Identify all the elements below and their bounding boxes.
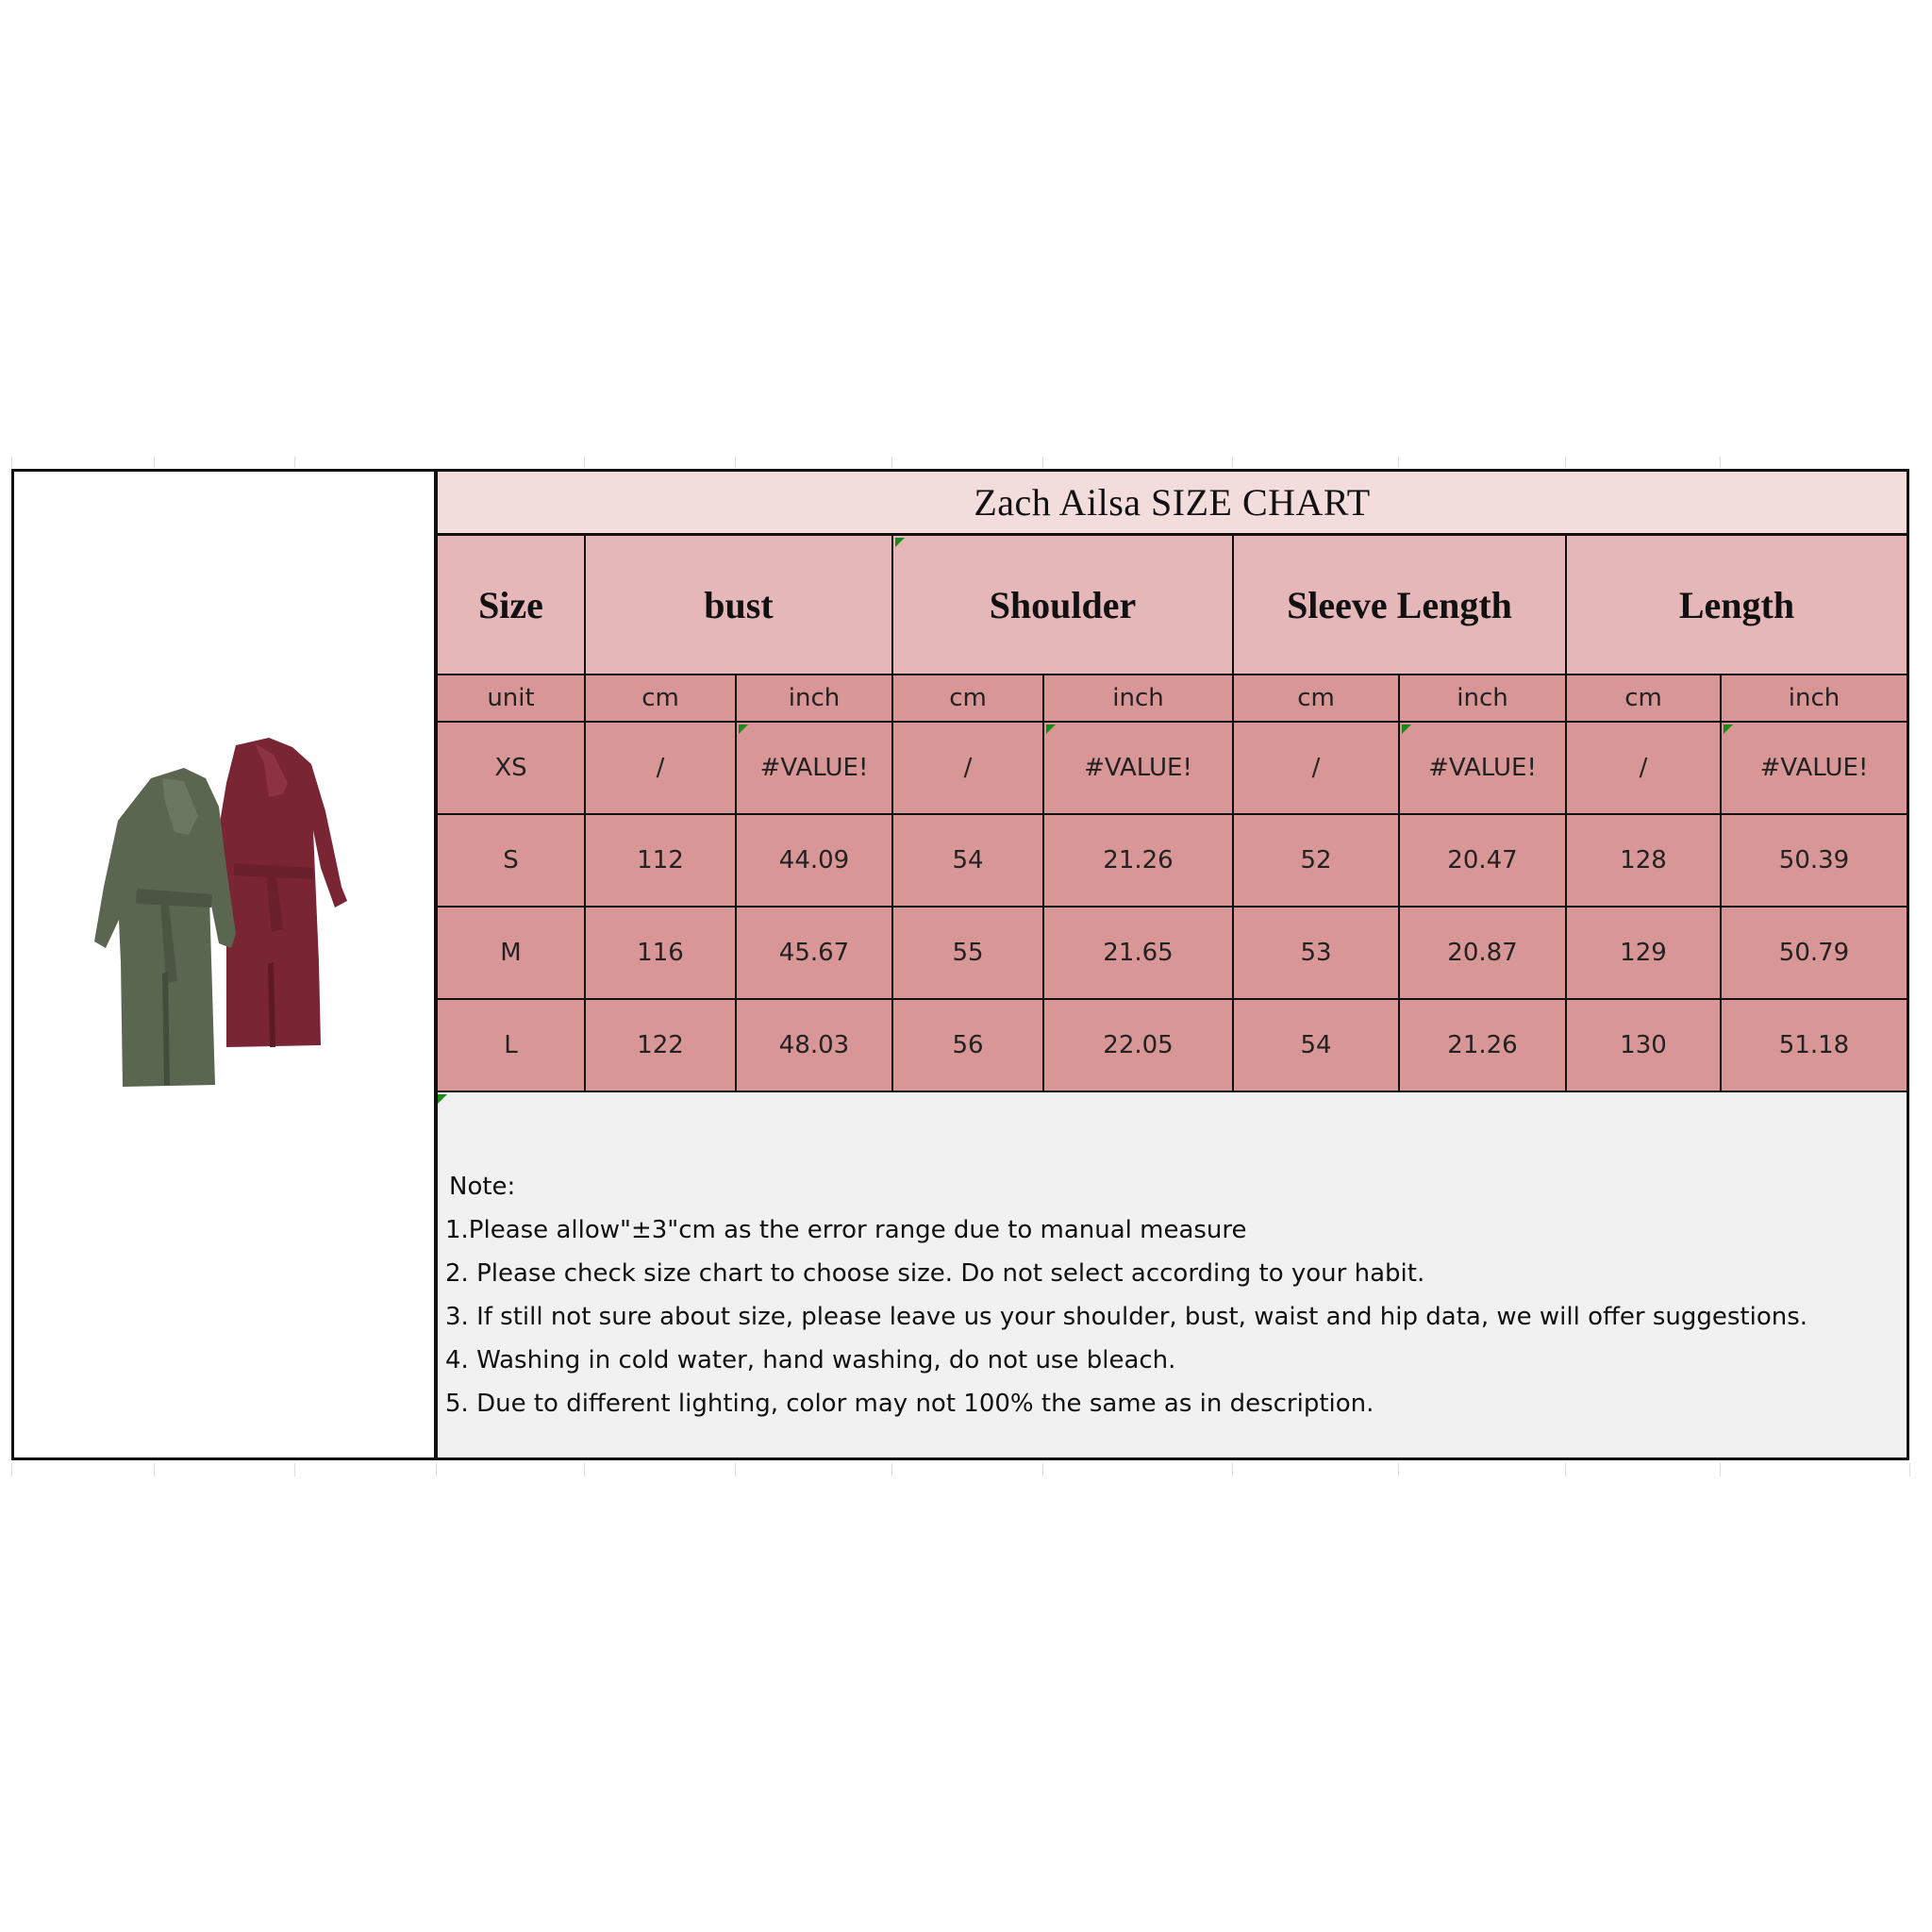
note-item-2: 2. Please check size chart to choose size. Do not select according to your habit. — [445, 1259, 1425, 1288]
table-row-l-bust-cm: 122 — [586, 1000, 737, 1092]
unit-length-inch: inch — [1722, 675, 1907, 723]
table-row-xs-size: XS — [438, 723, 586, 815]
unit-bust-cm: cm — [586, 675, 737, 723]
table-row-s-length-cm: 128 — [1567, 815, 1722, 908]
table-row-l-length-inch: 51.18 — [1722, 1000, 1907, 1092]
note-item-5: 5. Due to different lighting, color may not 100% the same as in description. — [445, 1390, 1374, 1418]
table-row-xs-length-cm: / — [1567, 723, 1722, 815]
table-row-m-sleeve-cm: 53 — [1234, 908, 1400, 1000]
header-shoulder: Shoulder — [893, 536, 1234, 675]
olive-coat — [94, 768, 236, 1087]
table-row-l-shoulder-cm: 56 — [893, 1000, 1044, 1092]
table-row-l-bust-inch: 48.03 — [737, 1000, 893, 1092]
table-row-xs-shoulder-inch: #VALUE! — [1044, 723, 1234, 815]
error-marker-icon — [438, 1094, 447, 1104]
header-length: Length — [1567, 536, 1907, 675]
table-row-xs-sleeve-cm: / — [1234, 723, 1400, 815]
table-row-m-shoulder-cm: 55 — [893, 908, 1044, 1000]
table-row-m-sleeve-inch: 20.87 — [1400, 908, 1567, 1000]
table-row-m-bust-cm: 116 — [586, 908, 737, 1000]
notes-section — [445, 1165, 1807, 1425]
error-marker-icon — [739, 724, 748, 734]
chart-title: Zach Ailsa SIZE CHART — [438, 472, 1907, 536]
note-item-3: 3. If still not sure about size, please leave us your shoulder, bust, waist and hip data, we will offer suggestions. — [445, 1303, 1808, 1331]
table-row-xs-sleeve-inch: #VALUE! — [1400, 723, 1567, 815]
trench-coats-image — [94, 726, 368, 1094]
header-size: Size — [438, 536, 586, 675]
table-row-s-sleeve-cm: 52 — [1234, 815, 1400, 908]
unit-sleeve-cm: cm — [1234, 675, 1400, 723]
table-row-l-sleeve-inch: 21.26 — [1400, 1000, 1567, 1092]
table-row-xs-shoulder-cm: / — [893, 723, 1044, 815]
error-marker-icon — [1046, 724, 1056, 734]
table-row-l-size: L — [438, 1000, 586, 1092]
table-row-s-sleeve-inch: 20.47 — [1400, 815, 1567, 908]
header-bust: bust — [586, 536, 893, 675]
table-row-s-size: S — [438, 815, 586, 908]
unit-bust-inch: inch — [737, 675, 893, 723]
table-row-xs-bust-inch: #VALUE! — [737, 723, 893, 815]
note-item-1: 1.Please allow"±3"cm as the error range due to manual measure — [445, 1216, 1247, 1244]
unit-sleeve-inch: inch — [1400, 675, 1567, 723]
error-marker-icon — [1724, 724, 1733, 734]
table-row-l-sleeve-cm: 54 — [1234, 1000, 1400, 1092]
table-row-xs-bust-cm: / — [586, 723, 737, 815]
size-chart-table — [436, 469, 1909, 1460]
table-row-xs-length-inch: #VALUE! — [1722, 723, 1907, 815]
table-row-m-bust-inch: 45.67 — [737, 908, 893, 1000]
table-row-l-length-cm: 130 — [1567, 1000, 1722, 1092]
table-row-s-shoulder-cm: 54 — [893, 815, 1044, 908]
table-row-s-bust-cm: 112 — [586, 815, 737, 908]
table-row-s-length-inch: 50.39 — [1722, 815, 1907, 908]
note-item-4: 4. Washing in cold water, hand washing, do not use bleach. — [445, 1346, 1176, 1374]
unit-shoulder-inch: inch — [1044, 675, 1234, 723]
burgundy-coat — [217, 738, 347, 1047]
product-image-panel — [11, 469, 436, 1460]
table-row-s-bust-inch: 44.09 — [737, 815, 893, 908]
unit-length-cm: cm — [1567, 675, 1722, 723]
table-row-m-length-cm: 129 — [1567, 908, 1722, 1000]
unit-label: unit — [438, 675, 586, 723]
notes-heading: Note: — [449, 1173, 516, 1201]
table-row-m-length-inch: 50.79 — [1722, 908, 1907, 1000]
table-row-m-shoulder-inch: 21.65 — [1044, 908, 1234, 1000]
header-sleeve-length: Sleeve Length — [1234, 536, 1567, 675]
error-marker-icon — [1402, 724, 1411, 734]
unit-shoulder-cm: cm — [893, 675, 1044, 723]
table-row-m-size: M — [438, 908, 586, 1000]
table-row-l-shoulder-inch: 22.05 — [1044, 1000, 1234, 1092]
table-row-s-shoulder-inch: 21.26 — [1044, 815, 1234, 908]
error-marker-icon — [895, 538, 905, 547]
